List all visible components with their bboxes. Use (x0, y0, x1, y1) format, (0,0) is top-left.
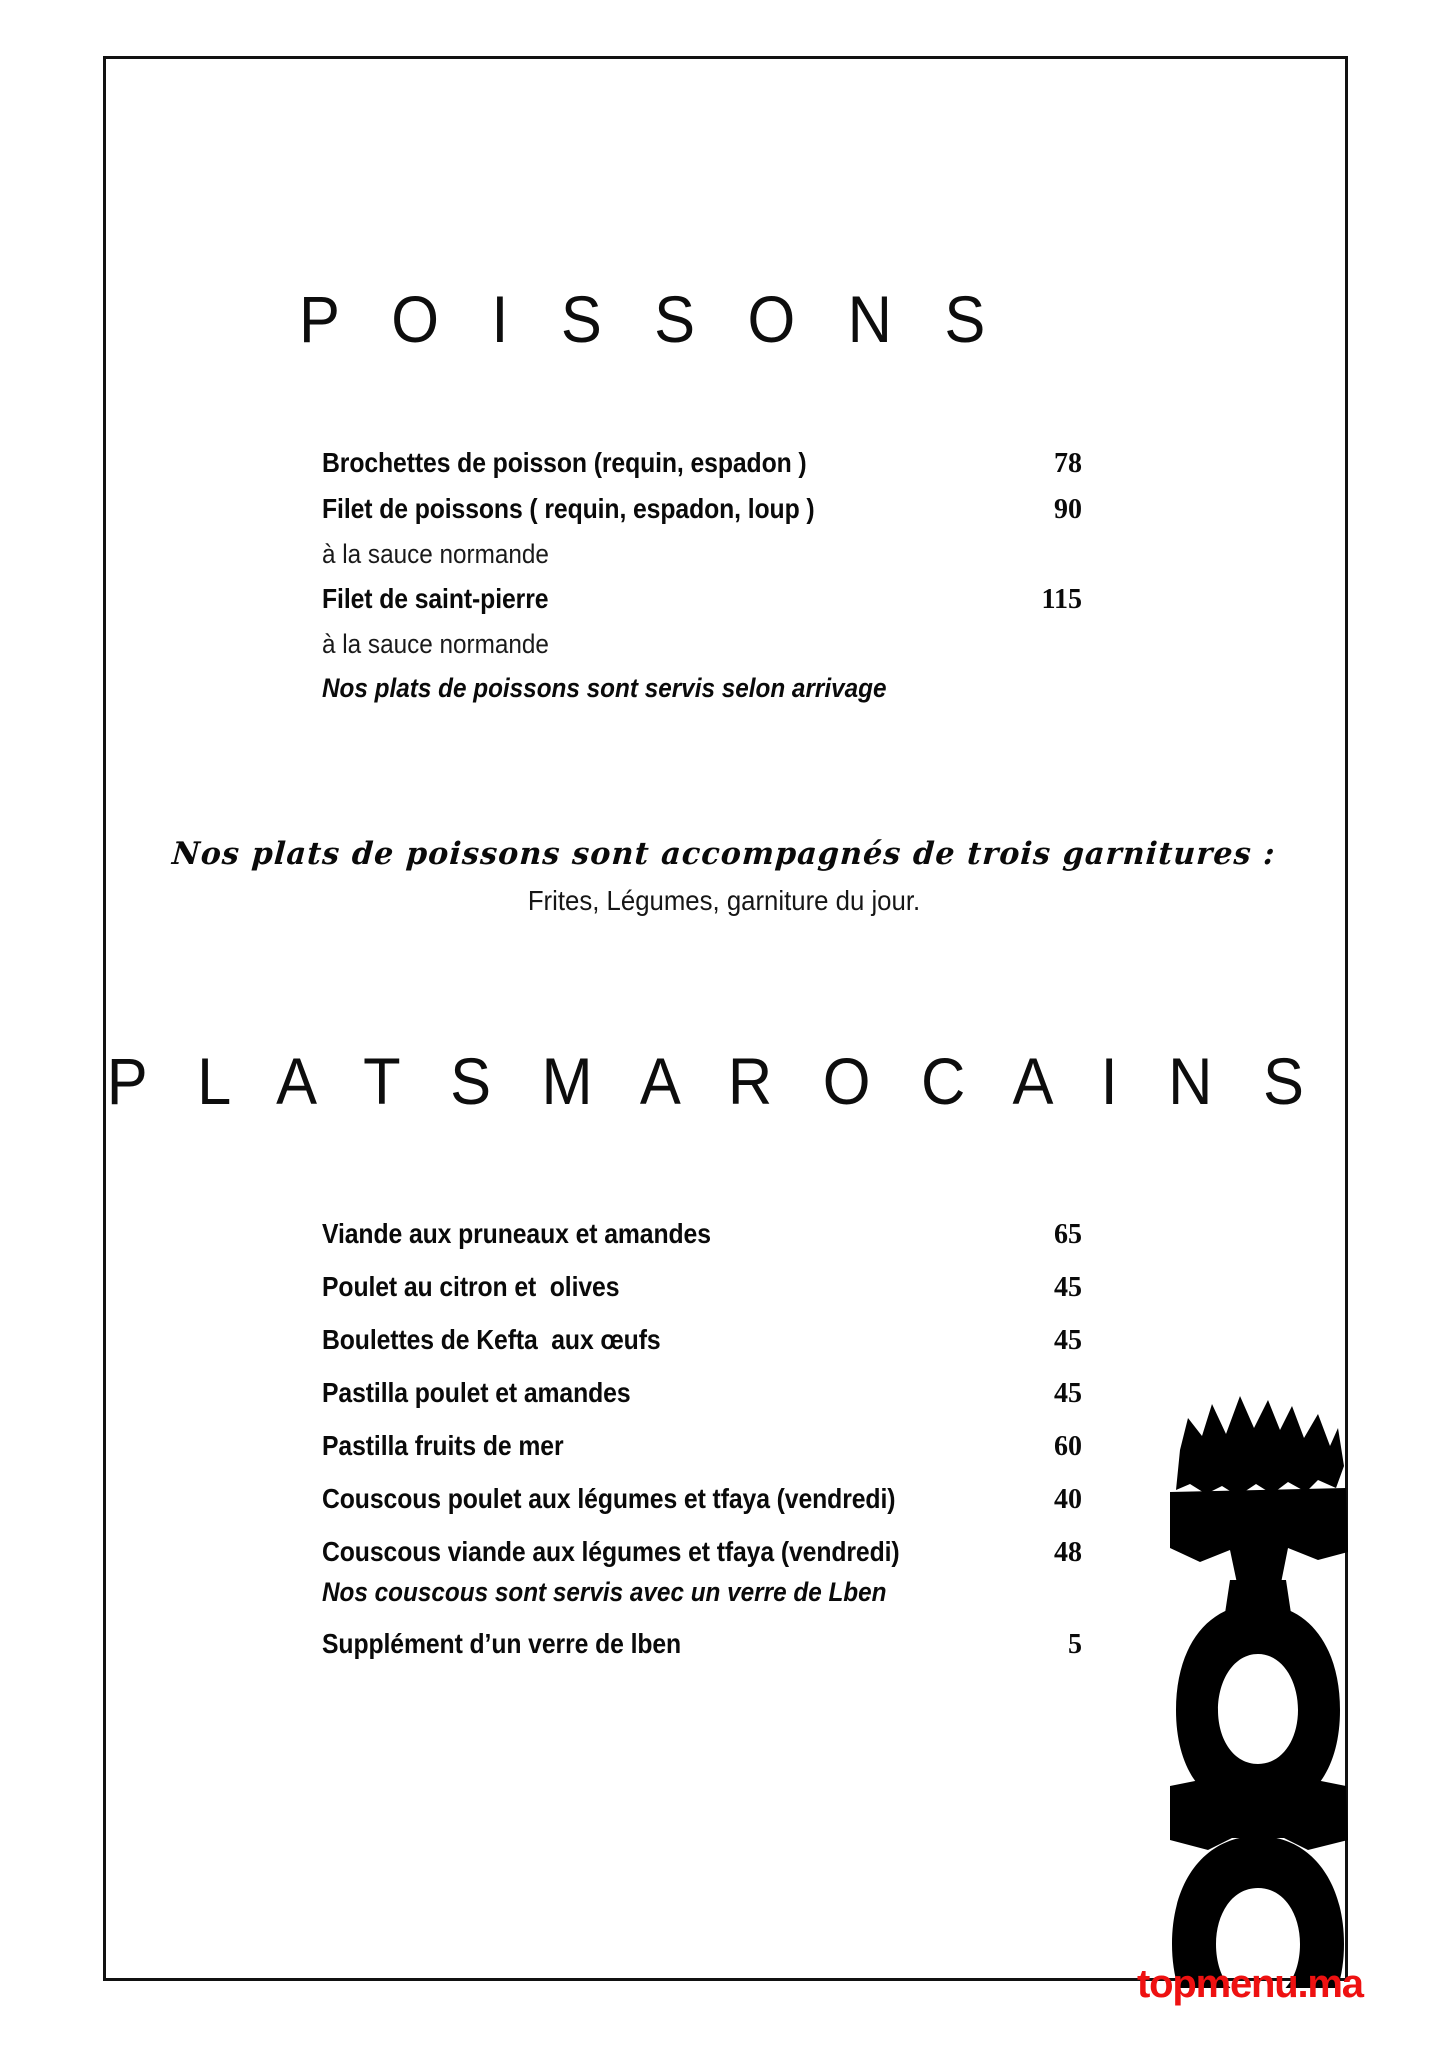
menu-item-price: 60 (1054, 1431, 1082, 1462)
menu-item-price: 40 (1054, 1484, 1082, 1515)
menu-item-price: 5 (1068, 1629, 1082, 1660)
topmenu-watermark: topmenu.ma (1137, 1962, 1363, 2006)
menu-item-name: Pastilla poulet et amandes (322, 1377, 631, 1408)
menu-item-name: Couscous viande aux légumes et tfaya (vendredi) (322, 1536, 900, 1567)
menu-row (322, 1628, 1082, 1661)
menu-item-name: Boulettes de Kefta aux œufs (322, 1324, 661, 1355)
section-heading-plats-marocains: P L A T S M A R O C A I N S (106, 1044, 1321, 1118)
menu-item-price: 78 (1054, 448, 1082, 479)
berber-column-ornament-icon (1168, 1388, 1348, 1988)
garnish-sub-line: Frites, Légumes, garniture du jour. (527, 885, 921, 916)
menu-item-name: Viande aux pruneaux et amandes (322, 1218, 711, 1249)
menu-row-description (322, 539, 1082, 570)
menu-row (322, 583, 1082, 616)
menu-row (322, 1271, 1082, 1304)
menu-item-description: à la sauce normande (322, 539, 549, 569)
menu-row-note (322, 1577, 1082, 1608)
menu-section-note: Nos couscous sont servis avec un verre de Lben (322, 1577, 887, 1607)
menu-item-name: Filet de saint-pierre (322, 583, 549, 614)
menu-item-price: 115 (1041, 584, 1082, 615)
menu-item-name: Pastilla fruits de mer (322, 1430, 564, 1461)
menu-item-name: Brochettes de poisson (requin, espadon ) (322, 447, 807, 478)
menu-item-price: 45 (1054, 1272, 1082, 1303)
menu-row (322, 1430, 1082, 1463)
menu-item-description: à la sauce normande (322, 629, 549, 659)
menu-row (322, 1218, 1082, 1251)
menu-section-note: Nos plats de poissons sont servis selon arrivage (322, 673, 887, 703)
menu-item-price: 90 (1054, 494, 1082, 525)
menu-item-price: 45 (1054, 1325, 1082, 1356)
menu-row-description (322, 629, 1082, 660)
menu-item-name: Filet de poissons ( requin, espadon, loup ) (322, 493, 815, 524)
menu-row (322, 1377, 1082, 1410)
menu-item-name: Poulet au citron et olives (322, 1271, 620, 1302)
garnish-script-line: Nos plats de poissons sont accompagnés de trois garnitures : (171, 836, 1277, 872)
menu-item-name: Supplément d’un verre de lben (322, 1628, 682, 1659)
menu-row (322, 493, 1082, 526)
garnish-note-block (0, 836, 1448, 917)
menu-list-poissons (322, 447, 1082, 717)
section-heading-poissons: P O I S S O N S (299, 282, 1003, 356)
menu-item-name: Couscous poulet aux légumes et tfaya (vendredi) (322, 1483, 896, 1514)
menu-row (322, 1324, 1082, 1357)
menu-list-plats-marocains (322, 1218, 1082, 1661)
menu-row-note (322, 673, 1082, 704)
menu-row (322, 1536, 1082, 1569)
menu-item-price: 65 (1054, 1219, 1082, 1250)
menu-row (322, 447, 1082, 480)
menu-item-price: 45 (1054, 1378, 1082, 1409)
menu-item-price: 48 (1054, 1537, 1082, 1568)
menu-row (322, 1483, 1082, 1516)
